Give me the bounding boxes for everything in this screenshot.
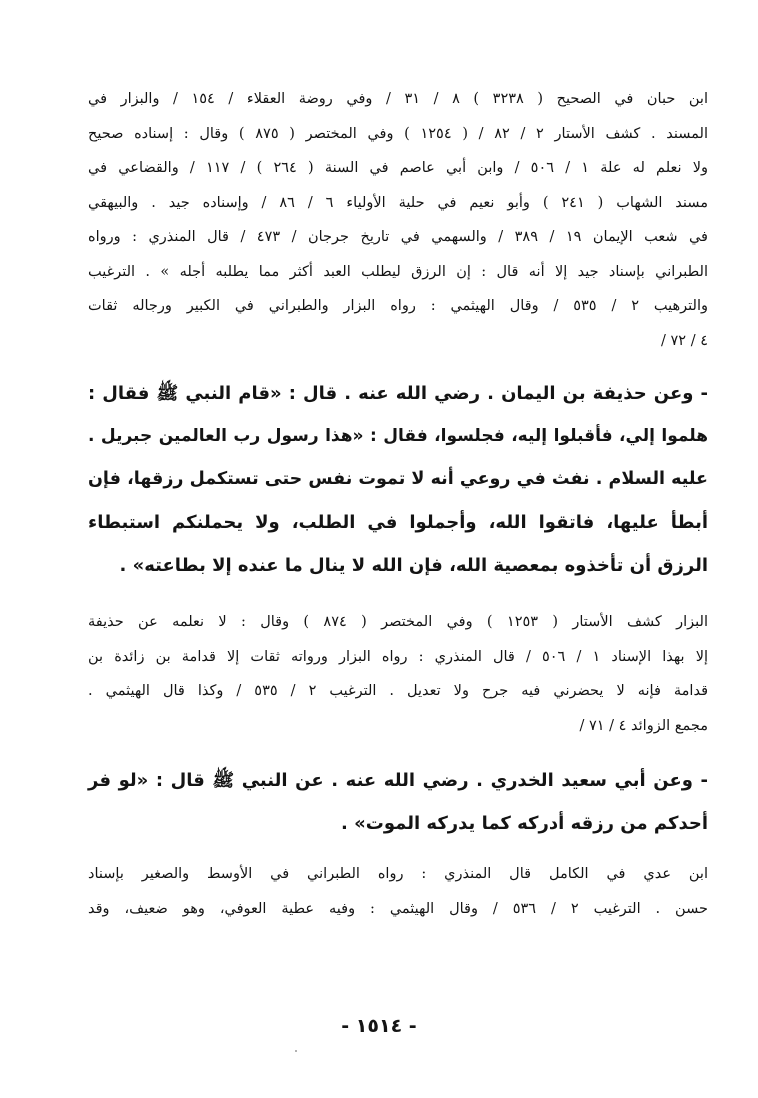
text-line: الطبراني بإسناد جيد إلا أنه قال : إن الرزق ليطلب العبد أكثر مما يطلبه أجله » . الترغيب [88,263,708,280]
text-line: ٤ / ٧٢ / [661,332,708,349]
text-line: والترهيب ٢ / ٥٣٥ / وقال الهيثمي : رواه البزار والطبراني في الكبير ورجاله ثقات [88,298,708,314]
text-line: - وعن أبي سعيد الخدري . رضي الله عنه . عن النبي ﷺ قال : «لو فر [88,770,708,791]
text-line: ولا نعلم له علة ١ / ٥٠٦ / وابن أبي عاصم في السنة ( ٢٦٤ ) / ١١٧ / والقضاعي في [88,160,708,176]
text-line: ابن عدي في الكامل قال المنذري : رواه الطبراني في الأوسط والصغير بإسناد [88,866,708,882]
text-line: أبطأ عليها، فاتقوا الله، وأجملوا في الطلب، ولا يحملنكم استبطاء [88,512,708,533]
text-line: - وعن حذيفة بن اليمان . رضي الله عنه . قال : «قام النبي ﷺ فقال : [88,383,708,404]
hadith-paragraph [88,759,708,845]
text-line: حسن . الترغيب ٢ / ٥٣٦ / وقال الهيثمي : وفيه عطية العوفي، وهو ضعيف، وقد [88,900,708,917]
text-line: المسند . كشف الأستار ٢ / ٨٢ / ( ١٢٥٤ ) وفي المختصر ( ٨٧٥ ) وقال : إسناده صحيح [88,125,708,142]
text-line: عليه السلام . نفث في روعي أنه لا تموت نفس حتى تستكمل رزقها، فإن [88,469,708,489]
scan-speck [295,1050,297,1052]
text-line: الرزق أن تأخذوه بمعصية الله، فإن الله لا ينال ما عنده إلا بطاعته» . [119,555,708,576]
text-line: مجمع الزوائد ٤ / ٧١ / [579,717,708,734]
text-line: ابن حبان في الصحيح ( ٣٢٣٨ ) ٨ / ٣١ / وفي روضة العقلاء / ١٥٤ / والبزار في [88,91,708,107]
text-line: مسند الشهاب ( ٢٤١ ) وأبو نعيم في حلية الأولياء ٦ / ٨٦ / وإسناده جيد . والبيهقي [88,194,708,211]
text-line: في شعب الإيمان ١٩ / ٣٨٩ / والسهمي في تاريخ جرجان / ٤٧٣ / قال المنذري : ورواه [88,229,708,245]
page-body [88,82,708,926]
footnote-paragraph [88,605,708,743]
footnote-paragraph [88,857,708,926]
text-line: إلا بهذا الإسناد ١ / ٥٠٦ / قال المنذري : رواه البزار ورواته ثقات إلا قدامة بن زائدة بن [88,648,708,665]
text-line: أحدكم من رزقه أدركه كما يدركه الموت» . [341,813,708,834]
text-line: البزار كشف الأستار ( ١٢٥٣ ) وفي المختصر ( ٨٧٤ ) وقال : لا نعلمه عن حذيفة [88,614,708,630]
text-line: هلموا إلي، فأقبلوا إليه، فجلسوا، فقال : «هذا رسول رب العالمين جبريل . [88,426,708,446]
hadith-paragraph [88,372,708,587]
page-number: - ١٥١٤ - [341,1015,417,1037]
footnote-paragraph [88,82,708,358]
text-line: قدامة فإنه لا يحضرني فيه جرح ولا تعديل . الترغيب ٢ / ٥٣٥ / وكذا قال الهيثمي . [88,683,709,699]
